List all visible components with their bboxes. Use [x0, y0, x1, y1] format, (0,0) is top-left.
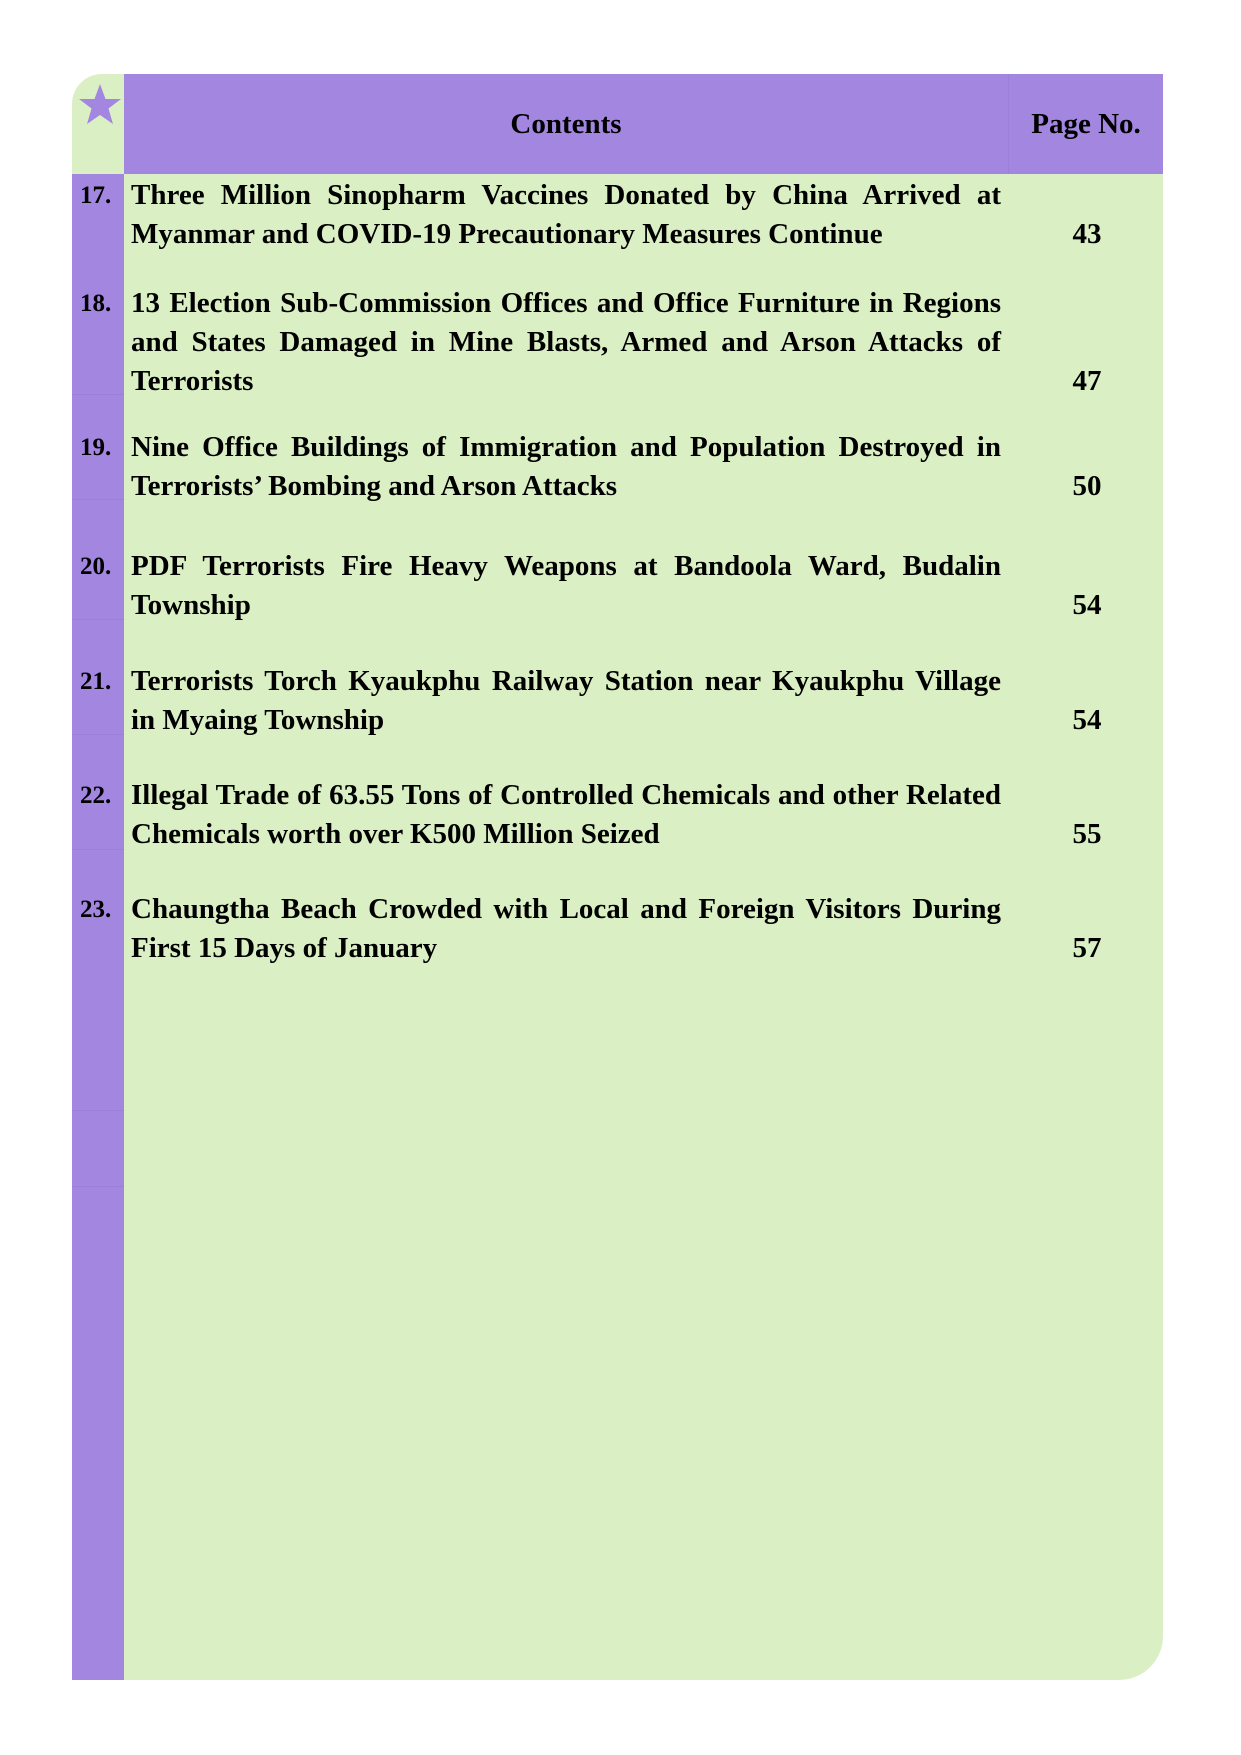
entry-title[interactable]: 13 Election Sub-Commission Offices and Office Furniture in Regions and States Damaged in Mine Blasts, Armed and Arson Attacks of Terrorists	[131, 287, 1001, 397]
entry-number: 18.	[80, 290, 112, 317]
star-icon	[78, 80, 122, 132]
entry-title[interactable]: PDF Terrorists Fire Heavy Weapons at Bandoola Ward, Budalin Township	[131, 550, 1001, 621]
entry-number: 23.	[80, 896, 112, 923]
strip-divider	[72, 499, 124, 500]
contents-header	[124, 74, 1163, 174]
entry-number: 19.	[80, 434, 112, 461]
entry-page-number: 54	[1072, 589, 1102, 621]
strip-divider	[72, 619, 124, 620]
entry-page-number: 57	[1072, 932, 1102, 964]
entry-page-number: 55	[1072, 818, 1102, 850]
entry-title[interactable]: Nine Office Buildings of Immigration and Population Destroyed in Terrorists’ Bombing and Arson Attacks	[131, 431, 1001, 502]
entry-number: 20.	[80, 553, 112, 580]
entry-page-number: 43	[1072, 218, 1102, 250]
entry-title[interactable]: Terrorists Torch Kyaukphu Railway Station near Kyaukphu Village in Myaing Township	[131, 665, 1001, 736]
strip-divider	[72, 734, 124, 735]
entry-title[interactable]: Illegal Trade of 63.55 Tons of Controlled Chemicals and other Related Chemicals worth over K500 Million Seized	[131, 779, 1001, 850]
page-number-heading: Page No.	[1031, 107, 1141, 140]
entry-page-number: 50	[1072, 470, 1102, 502]
entry-number: 17.	[80, 182, 112, 209]
strip-divider	[72, 394, 124, 395]
entry-page-number: 47	[1072, 365, 1102, 397]
contents-panel	[72, 74, 1163, 1680]
entry-number: 21.	[80, 668, 112, 695]
strip-divider	[72, 849, 124, 850]
entry-title[interactable]: Three Million Sinopharm Vaccines Donated by China Arrived at Myanmar and COVID-19 Precautionary Measures Continue	[131, 179, 1001, 250]
contents-heading: Contents	[510, 107, 622, 140]
strip-divider	[72, 1110, 124, 1111]
strip-divider	[72, 1186, 124, 1187]
entry-number: 22.	[80, 782, 112, 809]
entry-page-number: 54	[1072, 704, 1102, 736]
entry-title[interactable]: Chaungtha Beach Crowded with Local and Foreign Visitors During First 15 Days of January	[131, 893, 1001, 964]
